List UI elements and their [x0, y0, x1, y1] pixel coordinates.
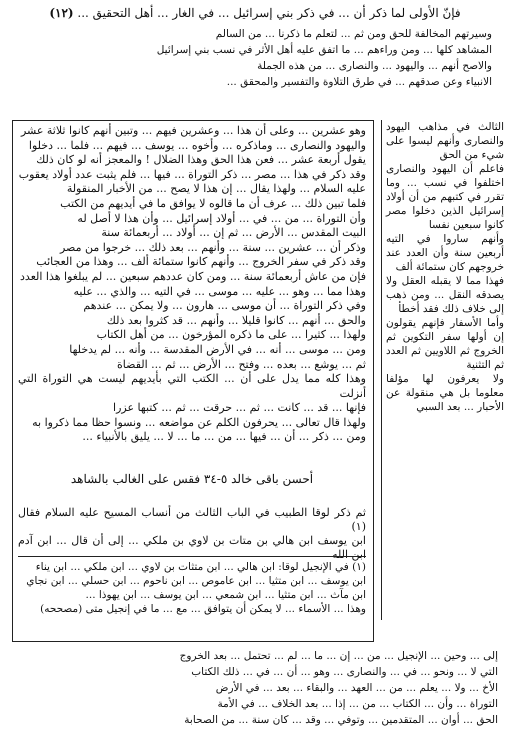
main-line: فلما تبين ذلك ... عرف أن ما قالوه لا يوافق ما في أيديهم من الكتب — [60, 196, 366, 210]
side-paragraph: فهذا مما لا يقبله العقل ولا يصدقه النقل ... ومن ذهب إلى خلاف ذلك فقد أخطأ — [386, 275, 504, 315]
top-margin-line: والاصح أنهم ... واليهود ... والنصارى ... من هذه الجملة — [257, 60, 492, 72]
footnote-block — [18, 560, 366, 636]
reference-line: ابن يوسف ابن هالي بن متات بن لاوي بن ملكي ... إلى أن قال ... ابن آدم ابن الله — [18, 534, 366, 561]
main-line: ولهذا قال تعالى ... يحرفون الكلم عن مواضعه ... ونسوا حظا مما ذكروا به — [32, 415, 366, 429]
bottom-margin-line: الحق ... أوان ... المتقدمين ... وتوفي ... وقد ... كان سنة ... من الصحابة — [184, 714, 498, 726]
side-paragraph: ولا يعرفون لها مؤلفا معلوما بل هي منقولة عن الأحبار ... بعد السبي — [386, 373, 504, 413]
top-margin-line: المشاهد كلها ... ومن وراءهم ... ما اتفق عليه أهل الأثر في نسب بني إسرائيل — [156, 44, 492, 56]
reference-line: ثم ذكر لوقا الطبيب في الباب الثالث من أنساب المسيح عليه السلام فقال (١) — [18, 506, 366, 533]
main-line: وأن التوراة ... من ... في ... أولاد إسرائيل ... وأن هذا لا أصل له — [77, 211, 366, 225]
bottom-margin-line: التوراة ... وأن ... الكتاب ... من ... إذا ... بعد الخلاف ... في الأمة — [217, 698, 498, 710]
side-margin-commentary — [381, 120, 504, 620]
main-line: ومن ... موسى ... أنه ... في الأرض المقدسة ... وأنه ... لم يدخلها — [69, 342, 366, 356]
section-heading-text: أحسن باقى خالد ٥-٣٤ فقس على الغالب بالشاهد — [70, 472, 314, 486]
top-margin-line: وسيرتهم المخالفة للحق ومن ثم ... لتعلم ما ذكرنا ... من السالم — [215, 28, 492, 40]
footnote-line: ابن مآث ... ابن متثيا ... ابن شمعي ... ابن يوسف ... ابن يهوذا ... — [85, 589, 366, 601]
main-line: واليهود والنصارى ... وماذكره ... وأخوه ... يوسف ... فيهم ... فلما ... دخلوا — [28, 138, 366, 152]
header-text: فإنّ الأولى لما ذكر أن ... في ذكر بني إسرائيل ... في الغار ... أهل التحقيق ... — [77, 6, 461, 20]
footnote-line: (١) في الإنجيل لوقا: ابن هالي ... ابن متثات بن لاوي ... ابن ملكي ... ابن يناء — [35, 561, 366, 573]
main-line: ثم ... يوشع ... بعده ... وفتح ... الأرض ... ثم ... القضاة — [117, 357, 366, 371]
page-number: (١٢) — [49, 6, 74, 20]
bottom-margin-line: الأخ ... ولا ... يعلم ... من ... العهد ... والبقاء ... بعد ... في الأرض — [215, 682, 498, 694]
footnote-line: ابن يوسف ... ابن متثيا ... ابن عاموص ... ابن ناحوم ... ابن حسلي ... ابن نجاي — [26, 575, 366, 587]
bottom-margin-commentary — [12, 648, 498, 744]
side-paragraph: وأما الأسفار فإنهم يقولون إن أولها سفر التكوين ثم الخروج ثم اللاويين ثم العدد ثم التثنية — [386, 317, 504, 371]
bottom-margin-line: إلى ... وحين ... الإنجيل ... من ... إن ... ما ... لم ... تحتمل ... بعد الخروج — [179, 650, 498, 662]
main-line: ومن ... ذكر ... أن ... فيها ... من ... ما ... لا ... يليق بالأنبياء ... — [82, 430, 366, 444]
main-line: وهذا مما ... وهو ... عليه ... موسى ... في التيه ... والذي ... عليه — [73, 284, 366, 298]
main-line: وهذا كله مما يدل على أن ... الكتب التي بأيديهم ليست هي التوراة التي أنزلت — [18, 372, 366, 400]
main-line: وقد ذكر في هذا ... مصر ... ذكر التوراة ... فيها ... فلم يثبت عدد أولاد يعقوب — [18, 167, 366, 181]
main-line: فإنها ... قد ... كانت ... ثم ... حرقت ... ثم ... كتبها عزرا — [113, 401, 366, 415]
side-paragraph: فاعلم أن اليهود والنصارى اختلفوا في نسب ... وما تقرر في كتبهم من أن أولاد إسرائيل الذين دخلوا مصر كانوا سبعين نفسا — [386, 163, 504, 231]
running-header — [18, 6, 492, 24]
footnote-divider — [18, 556, 366, 557]
top-margin-line: الانبياء وعن صدقهم ... في طرق التلاوة والتفسير والمحقق ... — [226, 76, 492, 88]
section-heading — [18, 470, 366, 510]
main-line: يقول أربعة عشر ... فعن هذا الحق وهذا الضلال ! والمعجز أنه لو كان ذلك — [36, 153, 366, 167]
main-line: وذكر أن ... عشرين ... سنة ... وأنهم ... بعد ذلك ... خرجوا من مصر — [59, 240, 366, 254]
main-line: وفي ذكر التوراة ... أن موسى ... هارون ... ولا يمكن ... عندهم — [83, 299, 366, 313]
footnote-line: وهذا ... الأسماء ... لا يمكن أن يتوافق ... مع ... ما في إنجيل متى (مصححه) — [40, 603, 366, 615]
main-line: عليه السلام ... ولهذا يقال ... إن هذا لا يصح ... من الأخبار المنقولة — [66, 182, 366, 196]
main-line: والحق ... أنهم ... كانوا قليلا ... وأنهم ... قد كثروا بعد ذلك — [106, 313, 366, 327]
top-margin-commentary — [18, 26, 492, 116]
main-line: فإن من عاش أربعمائة سنة ... ومن كان عددهم سبعين ... لم يبلغوا هذا العدد — [20, 269, 366, 283]
side-paragraph: وأنهم ساروا في التيه أربعين سنة وأن العدد عند خروجهم كان ستمائة ألف — [386, 233, 504, 273]
genealogy-reference — [18, 506, 366, 561]
side-paragraph: الثالث في مذاهب اليهود والنصارى وأنهم ليسوا على شيء من الحق — [386, 121, 504, 161]
main-line: وقد ذكر في سفر الخروج ... وأنهم كانوا ستمائة ألف ... وهذا من العجائب — [36, 255, 366, 269]
bottom-margin-line: التي لا ... ونحو ... في ... والنصارى ... وهو ... أن ... في ... ذلك الكتاب — [191, 666, 498, 678]
main-line: البيت المقدس ... الأرض ... ثم إن ... أولاد ... أربعمائة سنة — [101, 226, 366, 240]
main-line: وهو عشرين ... وعلى أن هذا ... وعشرين فيهم ... وتبين أنهم كانوا ثلاثة عشر — [20, 124, 366, 137]
main-line: ولهذا ... كثيرا ... على ما ذكره المؤرخون ... من أهل الكتاب — [96, 328, 366, 342]
main-text-block — [18, 124, 366, 454]
